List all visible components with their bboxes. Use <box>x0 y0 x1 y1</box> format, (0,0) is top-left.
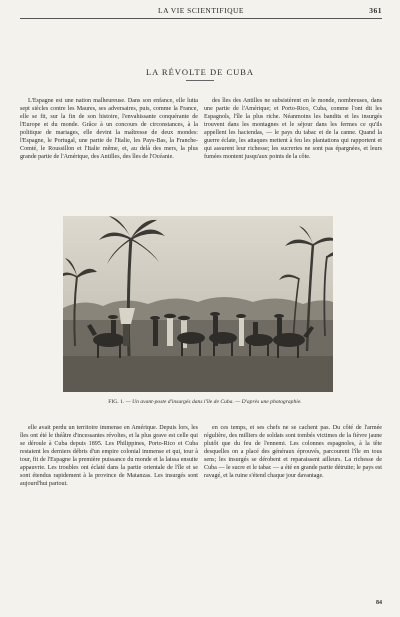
paragraph: L'Espagne est une nation malheureuse. Dans son enfance, elle lutta sept siècles contre les Maures, ses adversaires, puis, comme la France, elle se fit, sur la fin de son histoire, l'envahissante conquérante de l'Europe et du monde. Grâce à un concours de circonstances, à la politique de mariages, elle devint la maîtresse de deux mondes: l'Espagne, le Portugal, une partie de l'Italie, les Pays-Bas, la Franche-Comté, le Roussillon et l'Italie même, et, au delà des mers, la plus grande partie de l'Amérique, des Antilles, des îles de l'Océanie. <box>20 98 198 161</box>
caption-text: Un avant-poste d'insurgés dans l'île de Cuba. — D'après une photographie. <box>132 399 302 405</box>
page-number: 361 <box>369 6 382 15</box>
text-column-3 <box>20 424 198 606</box>
running-header <box>20 6 382 19</box>
figure-label: FIG. 1. <box>108 399 125 405</box>
article-title: LA RÉVOLTE DE CUBA <box>145 67 255 77</box>
paragraph: elle avait perdu un territoire immense en Amérique. Depuis lors, les îles ont été le théâtre d'incessantes révoltes, et la plus grave est celle qui se déroule à Cuba depuis 1895. Les Philippines, Porto-Rico et Cuba restaient les derniers débris d'un empire colonial immense et qui, tour à tour, fit de l'Espagne la première puissance du monde et la laissa ensuite appauvrie. Les troubles ont éclaté dans la partie orientale de l'île et se sont étendus rapidement à la province de Matanzas. Les insurgés sont aujourd'hui partout. <box>20 425 198 488</box>
title-rule <box>186 80 214 81</box>
figure-caption: FIG. 1. — Un avant-poste d'insurgés dans l'île de Cuba. — D'après une photographie. <box>108 399 302 405</box>
photograph <box>63 216 333 392</box>
photo-figure <box>63 216 333 392</box>
signature-mark: 84 <box>376 600 382 606</box>
paragraph: en ces temps, et ses chefs ne se cachent pas. Du côté de l'armée régulière, des milliers de soldats sont tombés victimes de la fièvre jaune plutôt que du feu de l'ennemi. Les colonnes espagnoles, à la tête desquelles on a placé des généraux éprouvés, parcourent l'île en tous sens; les insurgés se dérobent et reparaissent ailleurs. La richesse de Cuba — le sucre et le tabac — a été en grande partie détruite; le pays est ravagé, et la ruine s'étend chaque jour davantage. <box>204 425 382 480</box>
text-column-4 <box>204 424 382 606</box>
paragraph: des îles des Antilles ne subsistèrent en le monde, nombreuses, dans une partie de l'Amérique; et Porto-Rico, Cuba, comme l'ont dit les Espagnols, l'île la plus riche. Néanmoins les bandits et les insurgés trouvent dans les montagnes et le séjour dans les fermes ce qu'ils appellent les haciendas, — le pays du tabac et de la canne. Quand la guerre éclate, les attaques mettent à feu les plantations qui rapportent et qui assurent leur richesse; les sucreries ne sont pas épargnées, et leurs fumées montent jusqu'aux points de la côte. <box>204 98 382 161</box>
running-title: LA VIE SCIENTIFIQUE <box>157 6 245 15</box>
